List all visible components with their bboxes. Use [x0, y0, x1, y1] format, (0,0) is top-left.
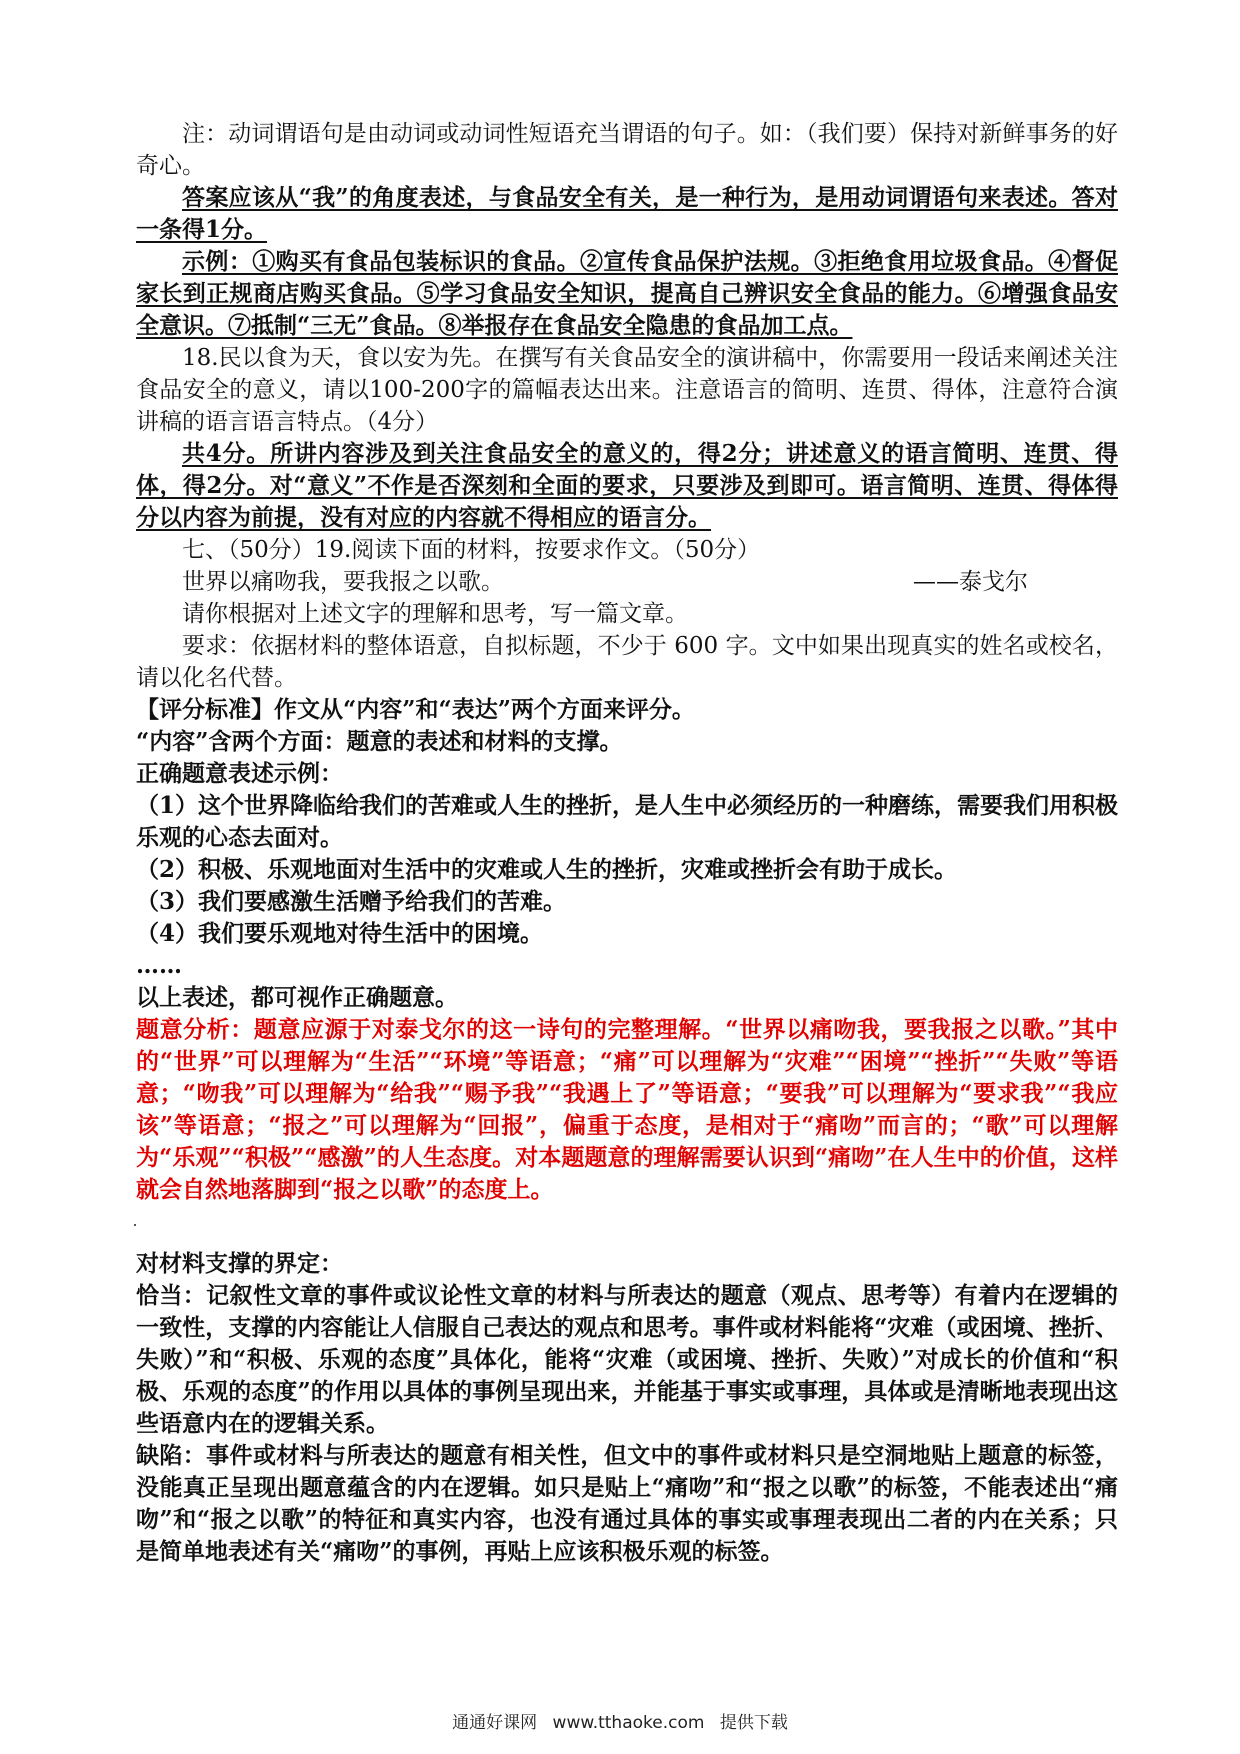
q17-examples-text: 示例：①购买有食品包装标识的食品。②宣传食品保护法规。③拒绝食用垃圾食品。④督促家长到正规商店购买食品。⑤学习食品安全知识，提高自己辨识安全食品的能力。⑥增强食品安全意识。⑦抵制“三无”食品。⑧举报存在食品安全隐患的食品加工点。 [136, 248, 1118, 339]
q17-answer-requirement-text: 答案应该从“我”的角度表述，与食品安全有关，是一种行为，是用动词谓语句来表述。答对一条得1分。 [136, 184, 1118, 243]
topic-analysis: 题意分析：题意应源于对泰戈尔的这一诗句的完整理解。“世界以痛吻我，要我报之以歌。”其中的“世界”可以理解为“生活”“环境”等语意；“痛”可以理解为“灾难”“困境”“挫折”“失败”等语意；“吻我”可以理解为“给我”“赐予我”“我遇上了”等语意；“要我”可以理解为“要求我”“我应该”等语意；“报之”可以理解为“回报”，偏重于态度，是相对于“痛吻”而言的；“歌”可以理解为“乐观”“积极”“感激”的人生态度。对本题题意的理解需要认识到“痛吻”在人生中的价值，这样就会自然地落脚到“报之以歌”的态度上。 [136, 1016, 1118, 1203]
stray-dot-mark [134, 1224, 136, 1226]
footer-url[interactable]: www.tthaoke.com [552, 1713, 705, 1733]
support-title: 对材料支撑的界定： [136, 1250, 343, 1277]
scoring-standard: 【评分标准】作文从“内容”和“表达”两个方面来评分。 [136, 696, 695, 723]
support-defect: 缺陷：事件或材料与所表达的题意有相关性，但文中的事件或材料只是空洞地贴上题意的标签，没能真正呈现出题意蕴含的内在逻辑。如只是贴上“痛吻”和“报之以歌”的标签，不能表述出“痛吻”和“报之以歌”的特征和真实内容，也没有通过具体的事实或事理表现出二者的内在关系；只是简单地表述有关“痛吻”的事例，再贴上应该积极乐观的标签。 [136, 1442, 1118, 1565]
scoring-examples-title: 正确题意表述示例： [136, 760, 343, 787]
scoring-item-3: （3）我们要感激生活赠予给我们的苦难。 [136, 888, 567, 915]
scoring-item-4: （4）我们要乐观地对待生活中的困境。 [136, 920, 544, 947]
q18-answer [136, 438, 1118, 534]
scoring-item-2: （2）积极、乐观地面对生活中的灾难或人生的挫折，灾难或挫折会有助于成长。 [136, 856, 958, 883]
q18-answer-text: 共4分。所讲内容涉及到关注食品安全的意义的，得2分；讲述意义的语言简明、连贯、得体，得2分。对“意义”不作是否深刻和全面的要求，只要涉及到即可。语言简明、连贯、得体得分以内容为前提，没有对应的内容就不得相应的语言分。 [136, 440, 1118, 531]
footer-site-name: 通通好课网 [452, 1713, 538, 1733]
scoring-ellipsis: …… [136, 952, 182, 979]
q19-quote: 世界以痛吻我，要我报之以歌。 [182, 569, 504, 595]
page-footer [0, 1708, 1240, 1733]
q19-quote-author: ——泰戈尔 [913, 569, 1028, 595]
q17-answer-requirement [136, 182, 1118, 246]
q19-prompt: 请你根据对上述文字的理解和思考，写一篇文章。 [182, 601, 688, 627]
scoring-item-1: （1）这个世界降临给我们的苦难或人生的挫折，是人生中必须经历的一种磨练，需要我们用积极乐观的心态去面对。 [136, 792, 1119, 851]
footer-tail: 提供下载 [719, 1713, 788, 1733]
scoring-conclusion: 以上表述，都可视作正确题意。 [136, 984, 458, 1011]
page-content [136, 118, 1118, 1568]
q19-heading: 七、（50分）19.阅读下面的材料，按要求作文。（50分） [182, 537, 761, 563]
q17-examples [136, 246, 1118, 342]
stray-dot [136, 1206, 1118, 1248]
q17-note: 注：动词谓语句是由动词或动词性短语充当谓语的句子。如：（我们要）保持对新鲜事务的好奇心。 [136, 121, 1118, 179]
scoring-content-aspects: “内容”含两个方面：题意的表述和材料的支撑。 [136, 728, 623, 755]
q19-requirements: 要求：依据材料的整体语意，自拟标题，不少于 600 字。文中如果出现真实的姓名或校名，请以化名代替。 [136, 633, 1118, 691]
q18-question: 18.民以食为天，食以安为先。在撰写有关食品安全的演讲稿中，你需要用一段话来阐述关注食品安全的意义，请以100-200字的篇幅表达出来。注意语言的简明、连贯、得体，注意符合演讲稿的语言语言特点。（4分） [136, 345, 1118, 435]
q19-quote-line [136, 566, 1118, 598]
support-appropriate: 恰当：记叙性文章的事件或议论性文章的材料与所表达的题意（观点、思考等）有着内在逻辑的一致性，支撑的内容能让人信服自己表达的观点和思考。事件或材料能将“灾难（或困境、挫折、失败）”和“积极、乐观的态度”具体化，能将“灾难（或困境、挫折、失败）”对成长的价值和“积极、乐观的态度”的作用以具体的事例呈现出来，并能基于事实或事理，具体或是清晰地表现出这些语意内在的逻辑关系。 [136, 1282, 1118, 1437]
